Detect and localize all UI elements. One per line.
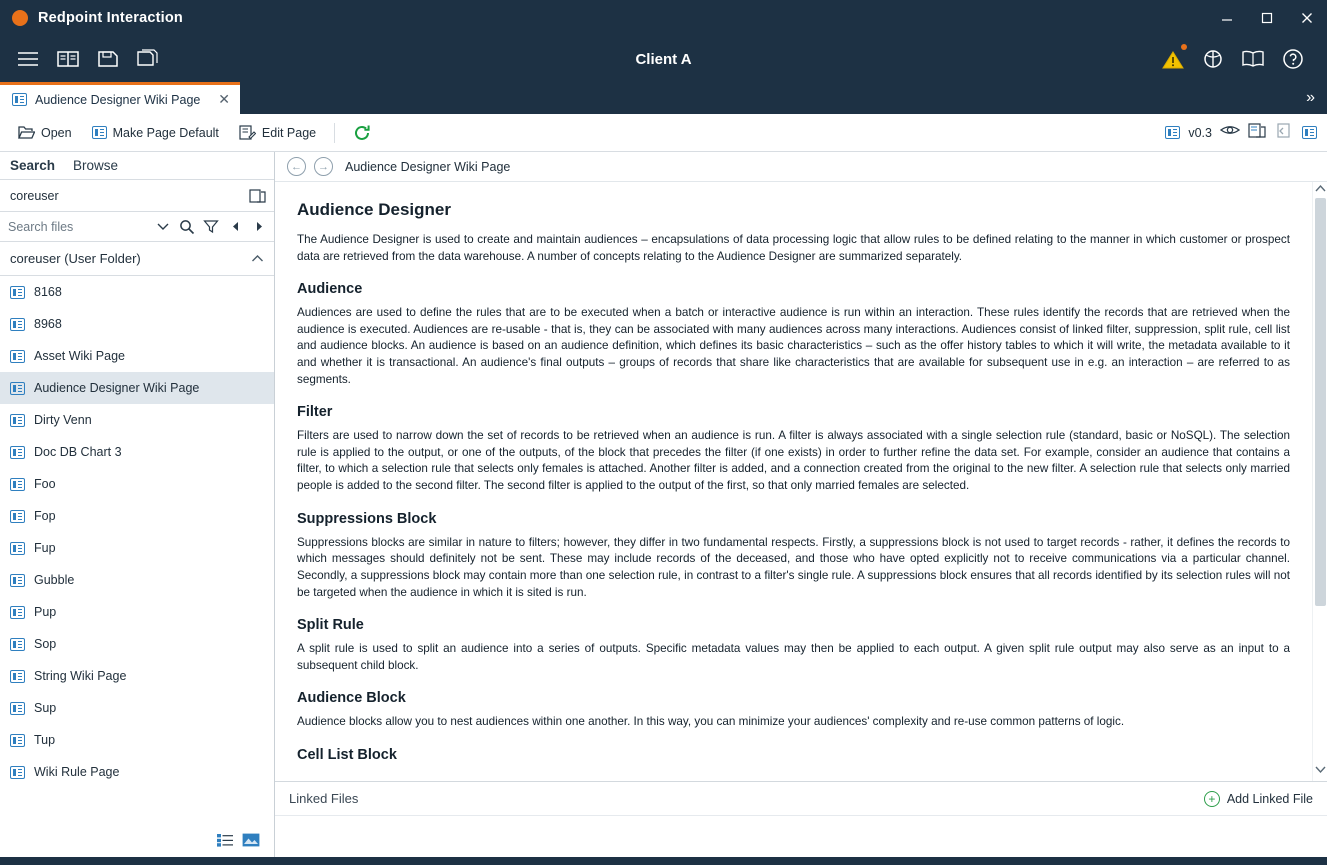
pages-icon[interactable]: [1302, 126, 1317, 139]
list-item-label: Sop: [34, 637, 57, 651]
wiki-page-icon: [10, 510, 25, 523]
section-body: Filters are used to narrow down the set of records to be retrieved when an audience is run. A filter is always associated with a single selection rule (standard, basic or NoSQL). The selection rule is applied to the output, or one of the outputs, of the block that precedes the filter (if one exists) in order to further refine the data set. For example, consider an audience that contains a filter, to which a selection rule that selects only females is attached. Another filter is added, and a connection created from the original to the new filter. A selection rule that selects only married people is added to the second filter. The second filter is applied to the output of the first, so that only married females are selected.: [297, 429, 1290, 493]
list-item-label: Tup: [34, 733, 56, 747]
app-title: Redpoint Interaction: [38, 10, 183, 26]
wiki-page-icon: [10, 542, 25, 555]
linked-files-bar: [275, 781, 1327, 815]
list-item-label: 8968: [34, 317, 62, 331]
section-body: Audience blocks allow you to nest audiences within one another. In this way, you can minimize your audiences' complexity and re-use common patterns of logic.: [297, 715, 1125, 729]
list-item[interactable]: [0, 340, 274, 372]
connection-icon[interactable]: [1193, 39, 1233, 79]
linked-files-title: Linked Files: [289, 791, 359, 806]
save-icon[interactable]: [88, 39, 128, 79]
section-heading: Filter: [297, 404, 333, 421]
wiki-page-icon: [10, 638, 25, 651]
refresh-icon[interactable]: [345, 120, 379, 146]
title-bar: [0, 0, 1327, 36]
tab-close-icon[interactable]: ✕: [218, 91, 230, 107]
wiki-page-icon: [10, 670, 25, 683]
chevron-up-icon[interactable]: [251, 251, 264, 266]
wiki-document: [275, 182, 1312, 781]
list-item-label: 8168: [34, 285, 62, 299]
list-item[interactable]: [0, 308, 274, 340]
edit-page-label: Edit Page: [261, 125, 317, 140]
wiki-page-icon: [10, 382, 25, 395]
dual-pane-icon[interactable]: [48, 39, 88, 79]
list-item[interactable]: [0, 276, 274, 308]
copy-page-icon[interactable]: [1248, 122, 1267, 144]
scrollbar-track[interactable]: [1315, 198, 1326, 765]
make-page-default-button[interactable]: [84, 122, 227, 144]
toolbar-right-icons: [1153, 39, 1313, 79]
wiki-page-icon: [10, 414, 25, 427]
main-body: [0, 152, 1327, 857]
list-item-selected[interactable]: [0, 372, 274, 404]
list-item[interactable]: [0, 436, 274, 468]
breadcrumb: [275, 152, 1327, 182]
wiki-page-icon: [12, 93, 27, 106]
wiki-page-icon: [10, 286, 25, 299]
left-panel-tabs: [0, 152, 274, 180]
plus-circle-icon: +: [1204, 791, 1220, 807]
forward-arrow-icon[interactable]: →: [314, 157, 333, 176]
user-folder-label: coreuser (User Folder): [10, 251, 141, 266]
document-area: [275, 182, 1327, 781]
file-filter-placeholder[interactable]: Search files: [8, 219, 74, 234]
minimize-button[interactable]: [1207, 0, 1247, 36]
filter-icon[interactable]: [200, 216, 222, 238]
list-item[interactable]: [0, 724, 274, 756]
linked-files-list: [275, 815, 1327, 857]
tab-audience-designer-wiki-page[interactable]: [0, 82, 240, 114]
list-view-icon[interactable]: [216, 833, 234, 852]
wiki-page-icon: [10, 766, 25, 779]
list-item-label: Pup: [34, 605, 57, 619]
client-title: Client A: [635, 50, 692, 68]
list-item-label: Fup: [34, 541, 56, 555]
open-label: Open: [41, 125, 72, 140]
scroll-up-icon[interactable]: [1315, 184, 1326, 198]
list-item-label: Foo: [34, 477, 56, 491]
main-toolbar: [0, 36, 1327, 82]
list-item[interactable]: [0, 596, 274, 628]
preview-eye-icon[interactable]: [1220, 123, 1240, 142]
wiki-page-icon: [10, 446, 25, 459]
list-item[interactable]: [0, 756, 274, 788]
list-item-label: Asset Wiki Page: [34, 349, 126, 363]
search-row: [0, 180, 274, 212]
list-item-label: Sup: [34, 701, 57, 715]
wiki-page-icon: [10, 350, 25, 363]
list-item[interactable]: [0, 404, 274, 436]
edit-page-icon: [239, 125, 256, 140]
search-icon[interactable]: [176, 216, 198, 238]
scroll-down-icon[interactable]: [1315, 765, 1326, 779]
prev-icon[interactable]: [224, 216, 246, 238]
wiki-page-icon: [10, 574, 25, 587]
save-all-icon[interactable]: [128, 39, 168, 79]
version-history-icon[interactable]: [1165, 126, 1180, 139]
folder-open-icon: [18, 125, 35, 140]
version-label: v0.3: [1188, 125, 1212, 140]
intro-paragraph: The Audience Designer is used to create and maintain audiences – encapsulations of data processing logic that allow rules to be defined relating to the manner in which customer or prospect data are retrieved from the data warehouse. A number of concepts relating to the Audience Designer are summarized separately.: [297, 233, 1290, 263]
list-item[interactable]: [0, 468, 274, 500]
list-item-label: Doc DB Chart 3: [34, 445, 122, 459]
add-linked-file-label: Add Linked File: [1226, 791, 1313, 806]
wiki-page-icon: [10, 478, 25, 491]
scrollbar-thumb[interactable]: [1315, 198, 1326, 606]
breadcrumb-text: Audience Designer Wiki Page: [345, 159, 511, 174]
list-item[interactable]: [0, 532, 274, 564]
section-heading: Audience Block: [297, 690, 406, 707]
section-heading: Suppressions Block: [297, 510, 437, 527]
help-icon[interactable]: [1273, 39, 1313, 79]
left-panel-footer: [0, 827, 274, 857]
tab-label: Audience Designer Wiki Page: [35, 92, 201, 107]
list-item[interactable]: [0, 660, 274, 692]
next-icon[interactable]: [248, 216, 270, 238]
list-item-label: String Wiki Page: [34, 669, 127, 683]
chevron-down-icon[interactable]: [152, 216, 174, 238]
left-panel: [0, 152, 275, 857]
section-body: Suppressions blocks are similar in nature to filters; however, they differ in two fundamental respects. Firstly, a suppressions block is not used to target records - rather, it defines the records to which messages should definitely not be sent. These may include records of the deceased, and those who have opted explicitly not to receive communications via a particular channel. Secondly, a suppressions block may contain more than one selection rule, in contrast to a filter's single rule. A suppressions block ensures that all records identified by its selection rules will not be targeted when the audience in which it is sited is run.: [297, 535, 1290, 599]
tab-overflow-icon[interactable]: »: [1306, 89, 1315, 106]
search-input[interactable]: [8, 188, 208, 204]
section-body: A split rule is used to split an audience into a series of outputs. Specific metadata values may then be applied to each output. A given split rule output may also serve as an input to a subsequent child block.: [297, 642, 1290, 672]
list-item[interactable]: [0, 628, 274, 660]
status-strip: [0, 857, 1327, 865]
document-scrollbar[interactable]: [1312, 182, 1327, 781]
undo-page-icon[interactable]: [1275, 122, 1294, 144]
command-separator: [334, 123, 335, 143]
wiki-page-icon: [10, 734, 25, 747]
file-list: [0, 276, 274, 827]
close-button[interactable]: [1287, 0, 1327, 36]
list-item-label: Audience Designer Wiki Page: [34, 381, 200, 395]
thumbnail-view-icon[interactable]: [242, 833, 260, 852]
list-item-label: Gubble: [34, 573, 75, 587]
hamburger-menu-icon[interactable]: [8, 39, 48, 79]
command-bar: [0, 114, 1327, 152]
add-linked-file-button[interactable]: [1204, 791, 1313, 807]
back-arrow-icon[interactable]: ←: [287, 157, 306, 176]
user-folder-header[interactable]: [0, 242, 274, 276]
file-filter-row: [0, 212, 274, 242]
section-heading: Audience: [297, 281, 363, 298]
section-heading: Split Rule: [297, 617, 364, 634]
maximize-button[interactable]: [1247, 0, 1287, 36]
tab-search[interactable]: Search: [10, 158, 56, 173]
section-heading: Cell List Block: [297, 746, 397, 763]
default-page-icon: [92, 126, 107, 139]
list-item[interactable]: [0, 500, 274, 532]
wiki-page-icon: [10, 702, 25, 715]
wiki-page-icon: [10, 606, 25, 619]
open-button[interactable]: [10, 121, 80, 144]
tab-browse[interactable]: Browse: [73, 158, 119, 173]
list-item-label: Dirty Venn: [34, 413, 92, 427]
edit-page-button[interactable]: [231, 121, 324, 144]
alert-badge: [1181, 44, 1187, 50]
alert-warning-icon[interactable]: [1153, 39, 1193, 79]
list-item[interactable]: [0, 692, 274, 724]
list-item[interactable]: [0, 564, 274, 596]
page-title: Audience Designer: [297, 200, 451, 219]
panel-copy-icon[interactable]: [246, 185, 268, 207]
make-page-default-label: Make Page Default: [112, 125, 219, 140]
tab-strip: [0, 82, 1327, 114]
wiki-page-icon: [10, 318, 25, 331]
app-logo-icon: [12, 10, 28, 26]
right-panel: [275, 152, 1327, 857]
list-item-label: Wiki Rule Page: [34, 765, 120, 779]
book-icon[interactable]: [1233, 39, 1273, 79]
section-body: Audiences are used to define the rules that are to be executed when a batch or interactive audience is run within an interaction. These rules identify the records that are retrieved when the audience is executed. Audiences are re-usable - that is, they can be associated with many audiences across many interactions. Audiences consist of linked filter, suppression, split rule, cell list and audience blocks. An audience is based on an audience definition, which defines its basic characteristics – such as the offer history tables to which it will write, the metadata available to it and whether it is transactional. An audience's final outputs – groups of records that share like characteristics that are available for subsequent use in e.g. an interaction – are referred to as segments.: [297, 306, 1290, 386]
command-bar-right: [1165, 122, 1317, 144]
list-item-label: Fop: [34, 509, 56, 523]
window-controls: [1207, 0, 1327, 36]
